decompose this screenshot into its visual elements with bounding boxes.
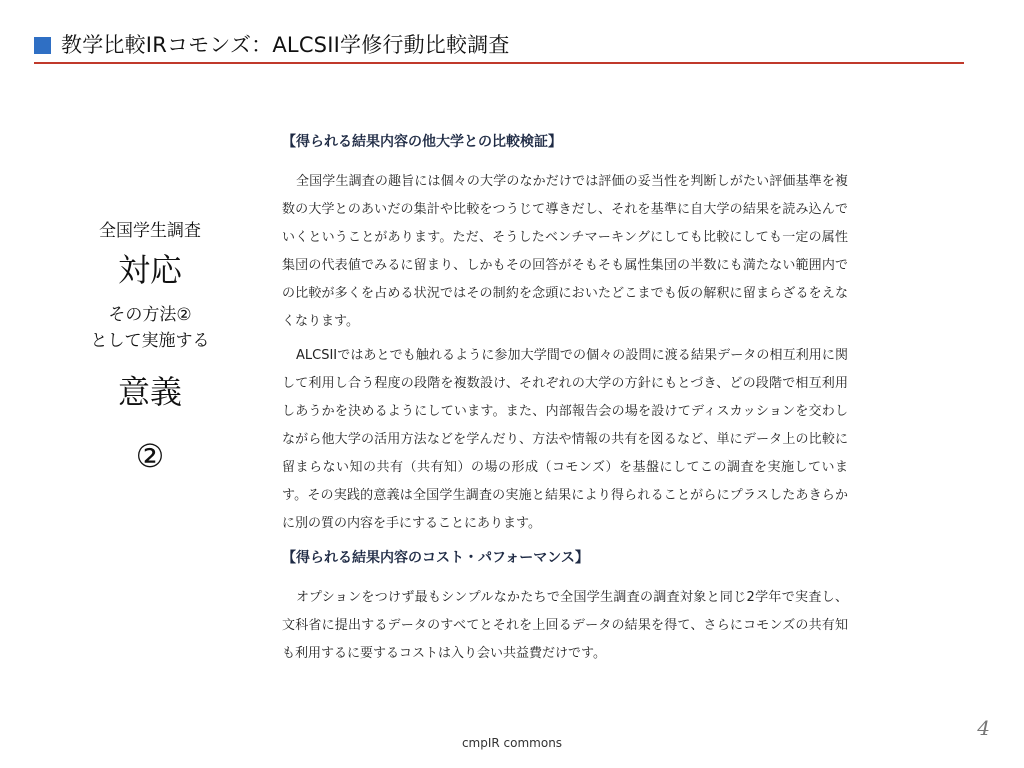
section1-paragraph-2: ALCSIIではあとでも触れるように参加大学間での個々の設問に渡る結果データの相互利用に関して利用し合う程度の段階を複数設け、それぞれの大学の方針にもとづき、どの段階で相互利用しあうかを決めるようにしています。また、内部報告会の場を設けてディスカッションを交わしながら他大学の活用方法などを学んだり、方法や情報の共有を図るなど、単にデータ上の比較に留まらない知の共有（共有知）の場の形成（コモンズ）を基盤にしてこの調査を実施しています。その実践的意義は全国学生調査の実施と結果により得られることがらにプラスしたあきらかに別の質の内容を手にすることにあります。 xyxy=(282,348,848,531)
footer-brand: cmpIR commons xyxy=(461,736,563,750)
sidebar-line-5: 意義 xyxy=(117,373,182,411)
section1-paragraph-1: 全国学生調査の趣旨には個々の大学のなかだけでは評価の妥当性を判断しがたい評価基準を複数の大学とのあいだの集計や比較をつうじて導きだし、それを基準に自大学の結果を読み込んでいくということがあります。ただ、そうしたベンチマーキングにしても比較にしても一定の属性集団の代表値でみるに留まり、しかもその回答がそもそも属性集団の半数にも満たない範囲内での比較が多くを占める状況ではその制約を念頭においたどこまでも仮の解釈に留まらざるをえなくなります。 xyxy=(282,174,848,329)
title-bar xyxy=(34,30,964,64)
page-title: 教学比較IRコモンズ：ALCSII学修行動比較調査 xyxy=(61,33,510,57)
page-number: 4 xyxy=(977,716,990,740)
section1-heading: 【得られる結果内容の他大学との比較検証】 xyxy=(282,134,562,150)
title-square-icon xyxy=(34,37,51,54)
section2-paragraph-1: オプションをつけず最もシンプルなかたちで全国学生調査の調査対象と同じ2学年で実査し、文科省に提出するデータのすべてとそれを上回るデータの結果を得て、さらにコモンズの共有知も利用するに要するコストは入り会い共益費だけです。 xyxy=(282,590,848,661)
section2-heading: 【得られる結果内容のコスト・パフォーマンス】 xyxy=(282,550,589,566)
sidebar-line-6: ② xyxy=(135,437,165,475)
sidebar-summary xyxy=(60,218,240,486)
sidebar-line-1: 全国学生調査 xyxy=(99,221,201,241)
sidebar-line-4: として実施する xyxy=(90,331,210,351)
sidebar-line-2: 対応 xyxy=(117,251,182,289)
sidebar-line-3: その方法② xyxy=(108,305,192,325)
main-content xyxy=(282,128,848,674)
